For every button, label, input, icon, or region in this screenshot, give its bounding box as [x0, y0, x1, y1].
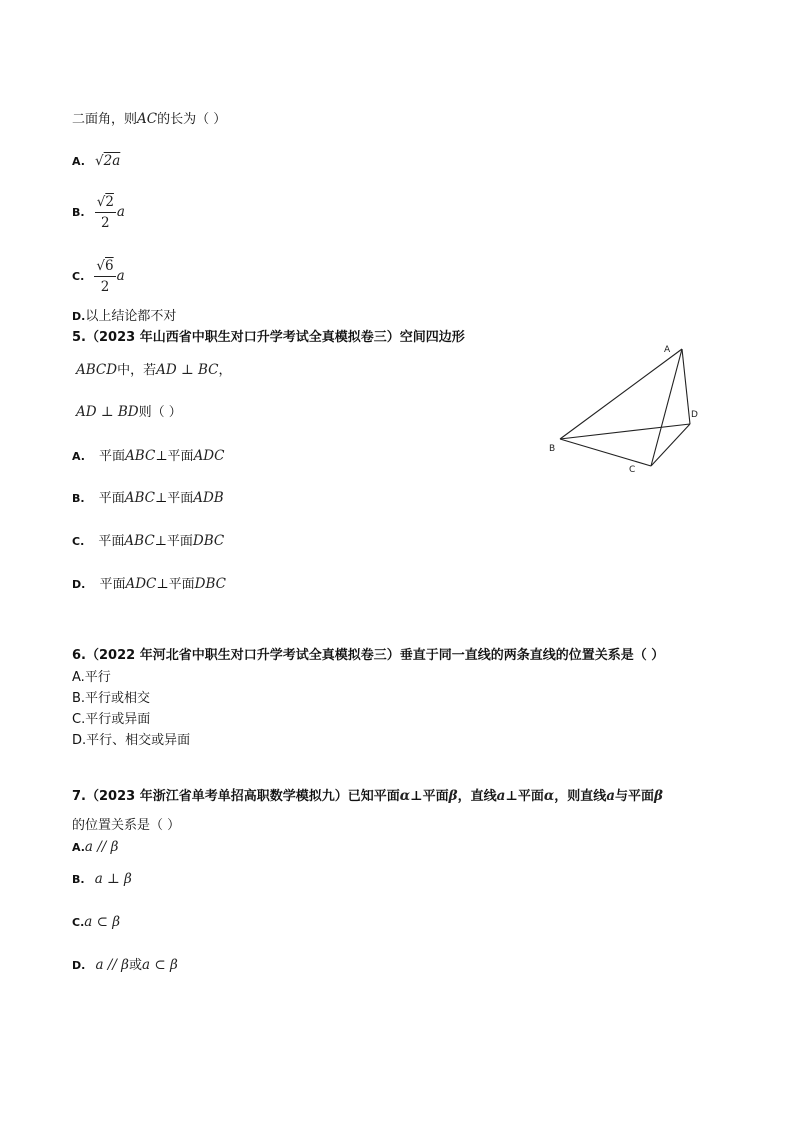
q6-heading: 6.（2022 年河北省中职生对口升学考试全真模拟卷三）垂直于同一直线的两条直线的位置关系是（ ）: [72, 648, 665, 663]
q7-stem-line2: 的位置关系是（ ）: [72, 818, 181, 833]
tetrahedron-figure: [545, 340, 715, 480]
q6-option-b: B.平行或相交: [72, 691, 151, 706]
q7-heading: 7.（2023 年浙江省单考单招高职数学模拟九）已知平面α⊥平面β，直线a⊥平面α，则直线a与平面β: [72, 788, 663, 804]
q4-option-a: A. √2a: [72, 153, 121, 169]
edge-ab: [560, 349, 682, 439]
q5-option-d: D. 平面ADC⊥平面DBC: [72, 576, 226, 592]
q4-option-c: C. $\frac{√6}{2}$ a: [72, 258, 125, 295]
q7-option-b: B. a ⊥ β: [72, 871, 132, 887]
q5-heading: 5.（2023 年山西省中职生对口升学考试全真模拟卷三）空间四边形: [72, 330, 465, 345]
vertex-a-label: A: [664, 345, 671, 355]
q4-stem: 二面角，则AC的长为（ ）: [72, 111, 227, 127]
q4-option-c-fraction: $\frac{√6}{2}$: [96, 258, 114, 295]
q4-option-b-fraction: $\frac{√2}{2}$: [96, 194, 114, 231]
vertex-b-label: B: [549, 444, 556, 454]
edge-ac: [651, 349, 682, 466]
q7-option-a: A.a // β: [72, 839, 119, 855]
q5-option-c: C. 平面ABC⊥平面DBC: [72, 533, 225, 549]
q5-option-a: A. 平面ABC⊥平面ADC: [72, 448, 225, 464]
q7-option-d: D. a // β或a ⊂ β: [72, 957, 178, 973]
vertex-d-label: D: [691, 410, 698, 420]
vertex-c-label: C: [629, 465, 636, 475]
q4-stem-var: AC: [137, 111, 158, 127]
q5-stem-line3: AD ⊥ BD则（ ）: [76, 404, 182, 420]
q5-stem-line2: ABCD中，若AD ⊥ BC，: [76, 362, 232, 378]
q4-option-a-expr: √2a: [95, 153, 121, 169]
q6-option-a: A.平行: [72, 670, 111, 685]
edge-bd: [560, 424, 690, 439]
edge-bc: [560, 439, 651, 466]
q7-option-c: C.a ⊂ β: [72, 914, 121, 930]
edge-ad: [682, 349, 690, 424]
q5-option-b: B. 平面ABC⊥平面ADB: [72, 490, 224, 506]
q6-option-d: D.平行、相交或异面: [72, 733, 191, 748]
q6-option-c: C.平行或异面: [72, 712, 151, 727]
q4-option-b: B. $\frac{√2}{2}$ a: [72, 194, 125, 231]
q4-option-d: D.以上结论都不对: [72, 309, 177, 324]
